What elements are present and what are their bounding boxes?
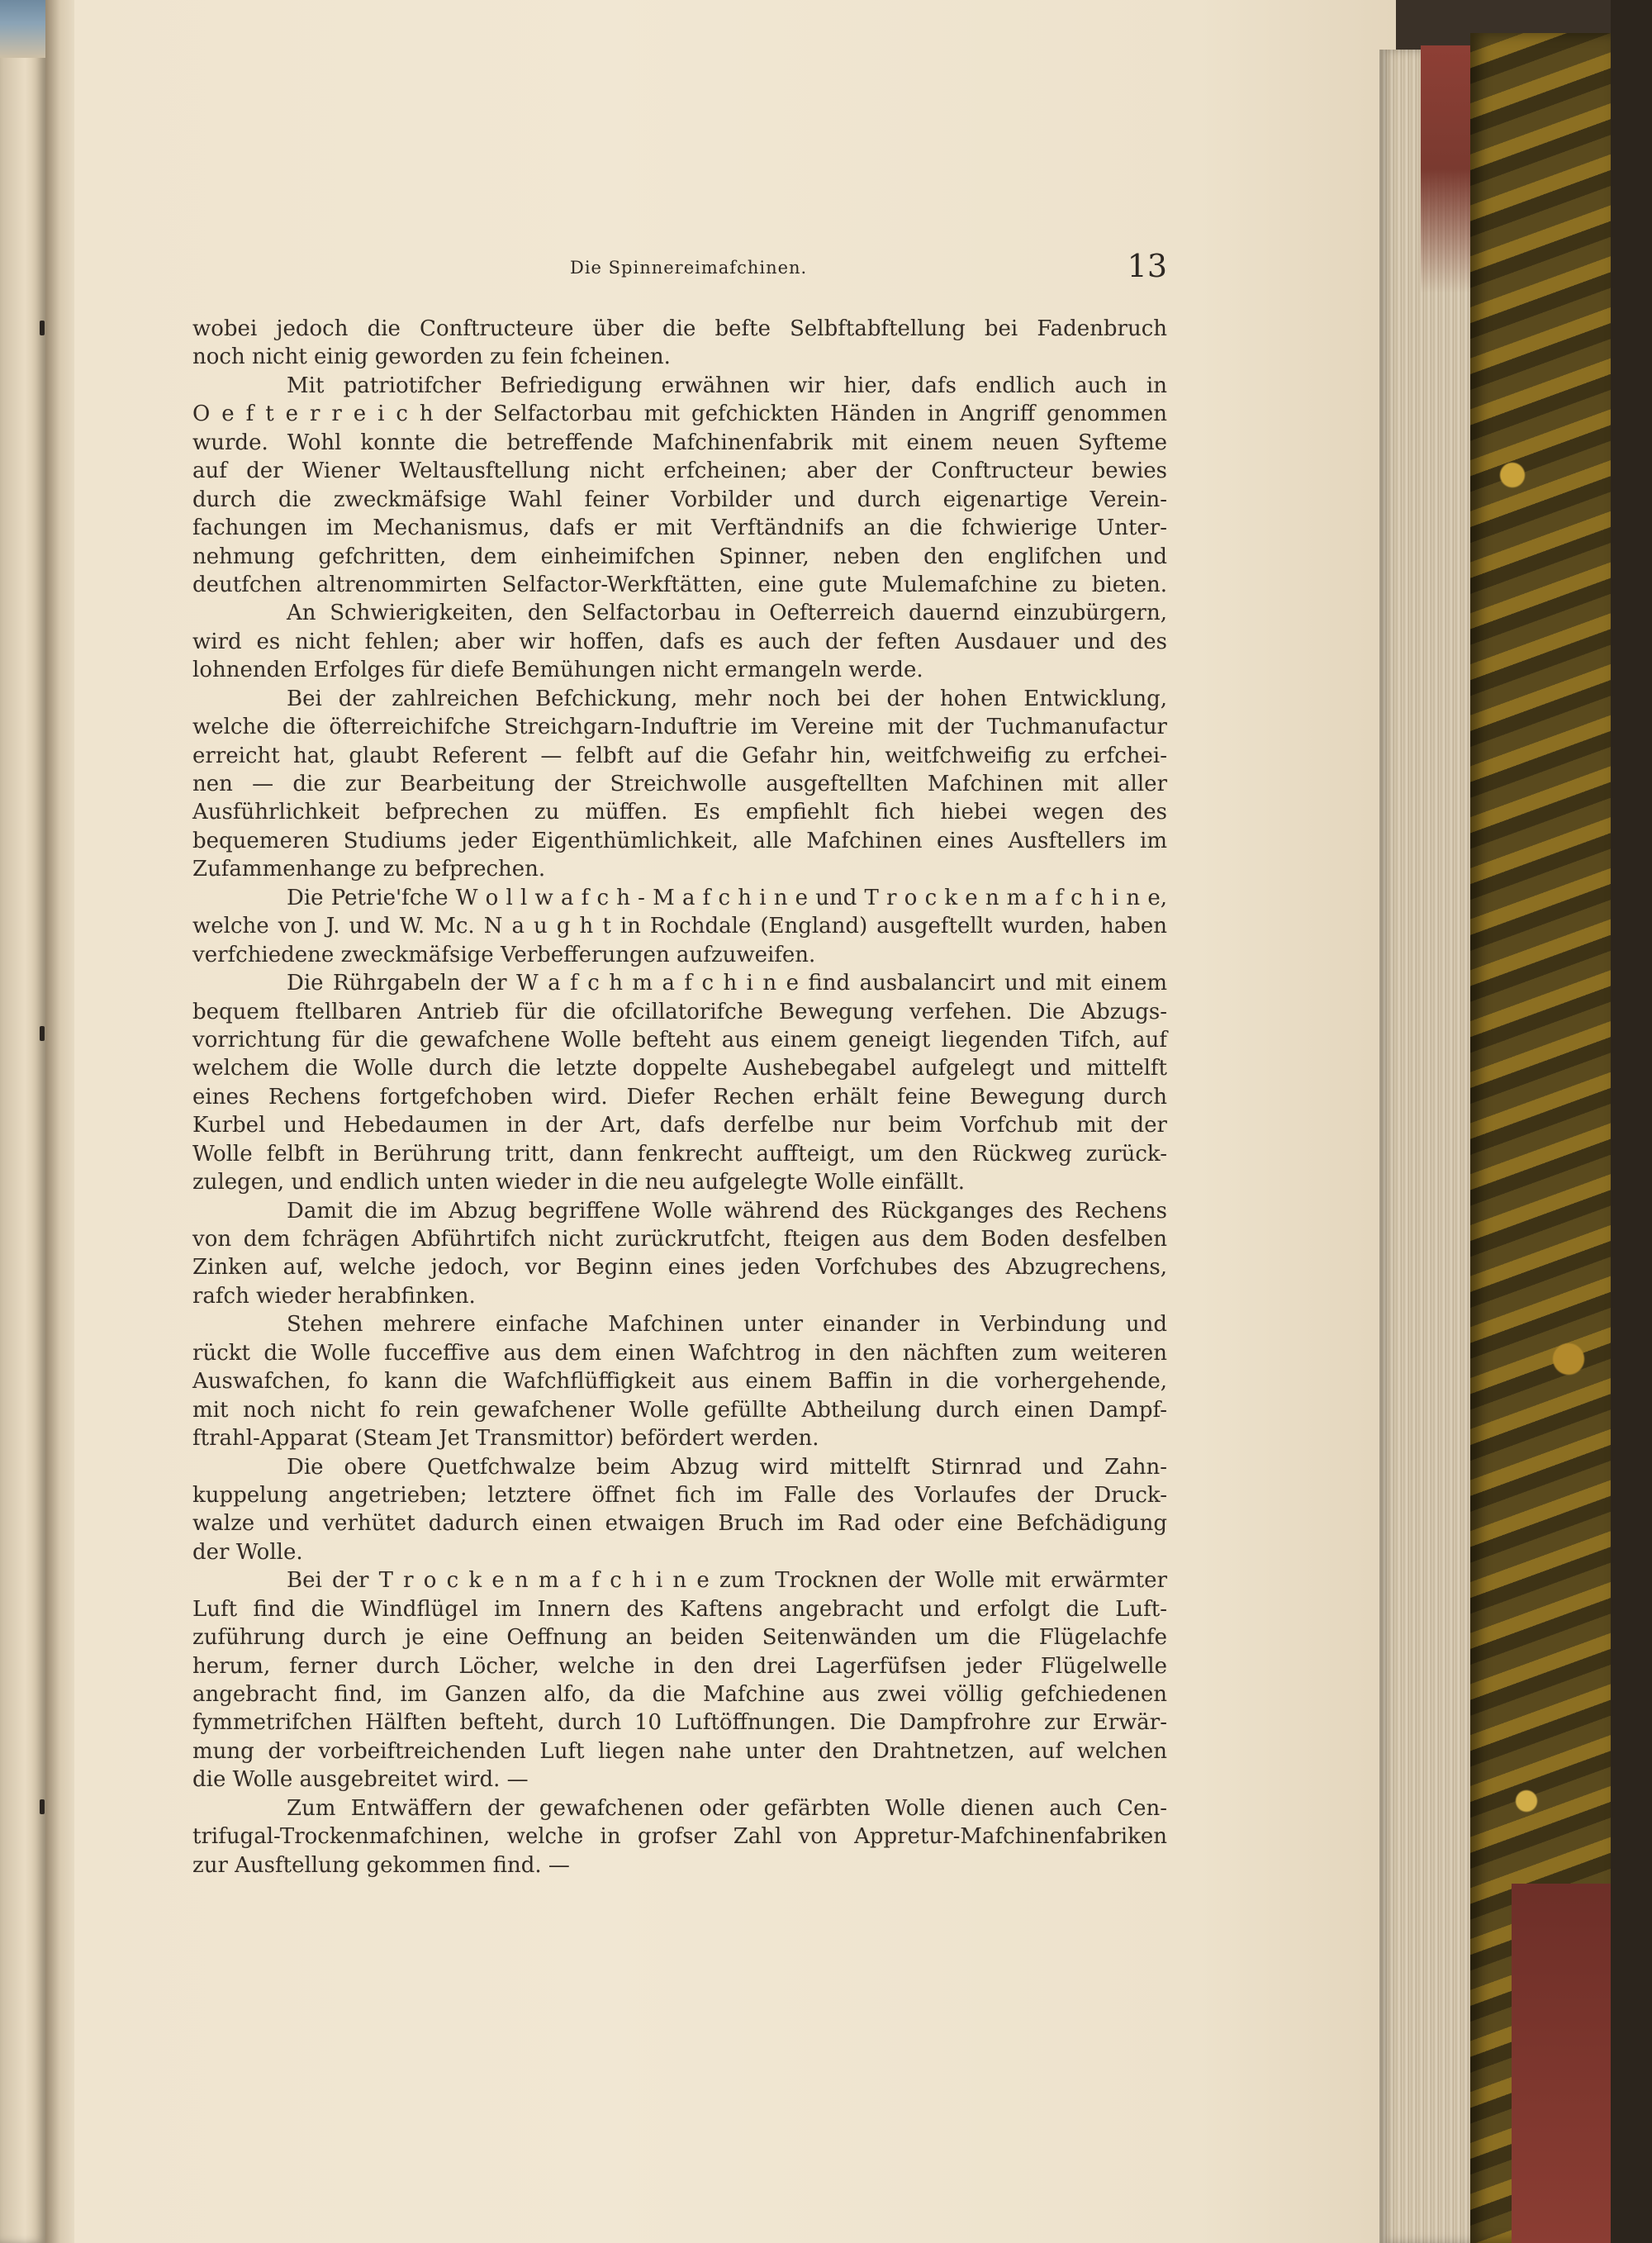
text-line: Damit die im Abzug begriffene Wolle während des Rückganges des Rechens xyxy=(287,1198,1167,1224)
text-line: durch die zweckmäfsige Wahl feiner Vorbilder und durch eigenartige Verein- xyxy=(192,487,1167,512)
text-line: nen — die zur Bearbeitung der Streichwolle ausgeftellten Mafchinen mit aller xyxy=(192,772,1167,796)
scan-background xyxy=(1611,0,1652,2243)
text-line: zur Ausftellung gekommen find. — xyxy=(192,1852,570,1878)
text-line: welche von J. und W. Mc. N a u g h t in Rochdale (England) ausgeftellt wurden, haben xyxy=(192,914,1167,939)
text-line: zuführung durch je eine Oeffnung an beiden Seitenwänden um die Flügelachfe xyxy=(192,1625,1167,1651)
text-line: deutfchen altrenommirten Selfactor-Werkftätten, eine gute Mulemafchine zu bieten. xyxy=(192,572,1167,597)
text-line: verfchiedene zweckmäfsige Verbefferungen aufzuweifen. xyxy=(192,942,816,967)
book-cover-corner xyxy=(0,0,50,58)
text-line: nehmung gefchritten, dem einheimifchen Spinner, neben den englifchen und xyxy=(192,544,1167,569)
margin-mark xyxy=(40,1026,45,1041)
text-line: zulegen, und endlich unten wieder in die neu aufgelegte Wolle einfällt. xyxy=(192,1170,966,1195)
binding-bottom xyxy=(1512,1884,1611,2243)
text-line: vorrichtung für die gewafchene Wolle befteht aus einem geneigt liegenden Tifch, auf xyxy=(192,1027,1167,1053)
text-line: welchem die Wolle durch die letzte doppelte Aushebegabel aufgelegt und mittelft xyxy=(192,1056,1167,1081)
text-line: ftrahl-Apparat (Steam Jet Transmittor) befördert werden. xyxy=(192,1426,819,1452)
text-line: Luft find die Windflügel im Innern des Kaftens angebracht und erfolgt die Luft- xyxy=(192,1596,1167,1622)
text-line: fachungen im Mechanismus, dafs er mit Verftändnifs an die fchwierige Unter- xyxy=(192,516,1167,541)
text-line: Zufammenhange zu befprechen. xyxy=(192,857,546,882)
text-line: rückt die Wolle fucceffive aus dem einen Wafchtrog in den nächften zum weiteren xyxy=(192,1340,1167,1366)
text-line: wobei jedoch die Conftructeure über die befte Selbftabftellung bei Fadenbruch xyxy=(192,316,1167,341)
text-line: lohnenden Erfolges für diefe Bemühungen nicht ermangeln werde. xyxy=(192,658,923,683)
text-line: angebracht find, im Ganzen alfo, da die Mafchine aus zwei völlig gefchiedenen xyxy=(192,1682,1167,1707)
text-line: noch nicht einig geworden zu fein fcheinen. xyxy=(192,345,671,370)
facing-page-edge xyxy=(0,0,45,2243)
text-line: fymmetrifchen Hälften befteht, durch 10 Luftöffnungen. Die Dampfrohre zur Erwär- xyxy=(192,1710,1167,1736)
text-line: eines Rechens fortgefchoben wird. Diefer Rechen erhält feine Bewegung durch xyxy=(192,1084,1167,1110)
text-line: bequem ftellbaren Antrieb für die ofcillatorifche Bewegung verfehen. Die Abzugs- xyxy=(192,999,1167,1024)
text-line: An Schwierigkeiten, den Selfactorbau in Oefterreich dauernd einzubürgern, xyxy=(287,601,1167,626)
text-line: O e f t e r r e i c h der Selfactorbau mit gefchickten Händen in Angriff genommen xyxy=(192,402,1167,427)
text-line: Bei der T r o c k e n m a f c h i n e zum Trocknen der Wolle mit erwärmter xyxy=(287,1568,1167,1594)
text-line: herum, ferner durch Löcher, welche in den drei Lagerfüfsen jeder Flügelwelle xyxy=(192,1653,1167,1679)
text-line: Bei der zahlreichen Befchickung, mehr noch bei der hohen Entwicklung, xyxy=(287,686,1167,711)
text-line: die Wolle ausgebreitet wird. — xyxy=(192,1767,529,1793)
text-line: rafch wieder herabfinken. xyxy=(192,1283,476,1309)
text-line: Wolle felbft in Berührung tritt, dann fenkrecht auffteigt, um den Rückweg zurück- xyxy=(192,1141,1167,1167)
text-line: von dem fchrägen Abführtifch nicht zurückrutfcht, fteigen aus dem Boden desfelben xyxy=(192,1227,1167,1252)
page-number: 13 xyxy=(1127,248,1167,284)
text-line: wurde. Wohl konnte die betreffende Mafchinenfabrik mit einem neuen Syfteme xyxy=(192,430,1167,455)
text-line: Die Rührgabeln der W a f c h m a f c h i n e find ausbalancirt und mit einem xyxy=(287,971,1167,996)
text-line: bequemeren Studiums jeder Eigenthümlichkeit, alle Mafchinen eines Ausftellers im xyxy=(192,828,1167,853)
margin-mark xyxy=(40,1799,45,1814)
body-text xyxy=(192,315,1167,1879)
text-line: Zum Entwäffern der gewafchenen oder gefärbten Wolle dienen auch Cen- xyxy=(287,1795,1167,1821)
text-line: Mit patriotifcher Befriedigung erwähnen wir hier, dafs endlich auch in xyxy=(287,373,1167,398)
page-header xyxy=(570,248,1167,291)
text-line: welche die öfterreichifche Streichgarn-Induftrie im Vereine mit der Tuchmanufactur xyxy=(192,715,1167,740)
text-line: wird es nicht fehlen; aber wir hoffen, dafs es auch der feften Ausdauer und des xyxy=(192,629,1167,654)
text-line: Stehen mehrere einfache Mafchinen unter einander in Verbindung und xyxy=(287,1312,1167,1338)
text-line: erreicht hat, glaubt Referent — felbft auf die Gefahr hin, weitfchweifig zu erfchei- xyxy=(192,743,1167,768)
text-line: kuppelung angetrieben; letztere öffnet fich im Falle des Vorlaufes der Druck- xyxy=(192,1482,1167,1508)
text-line: walze und verhütet dadurch einen etwaigen Bruch im Rad oder eine Befchädigung xyxy=(192,1511,1167,1537)
text-line: auf der Wiener Weltausftellung nicht erfcheinen; aber der Conftructeur bewies xyxy=(192,459,1167,484)
text-line: mung der vorbeiftreichenden Luft liegen nahe unter den Drahtnetzen, auf welchen xyxy=(192,1738,1167,1764)
text-line: Die Petrie'fche W o l l w a f c h - M a f c h i n e und T r o c k e n m a f c h i n e, xyxy=(287,885,1167,910)
text-line: trifugal-Trockenmafchinen, welche in grofser Zahl von Appretur-Mafchinenfabriken xyxy=(192,1824,1167,1850)
text-line: Ausführlichkeit befprechen zu müffen. Es empfiehlt fich hiebei wegen des xyxy=(192,800,1167,825)
text-line: Auswafchen, fo kann die Wafchflüffigkeit aus einem Baffin in die vorhergehende, xyxy=(192,1369,1167,1395)
text-line: Zinken auf, welche jedoch, vor Beginn eines jeden Vorfchubes des Abzugrechens, xyxy=(192,1255,1167,1281)
text-line: der Wolle. xyxy=(192,1539,303,1565)
running-title: Die Spinnereimafchinen. xyxy=(570,258,808,278)
text-line: Die obere Quetfchwalze beim Abzug wird mittelft Stirnrad und Zahn- xyxy=(287,1454,1167,1480)
margin-mark xyxy=(40,321,45,335)
text-line: mit noch nicht fo rein gewafchener Wolle gefüllte Abtheilung durch einen Dampf- xyxy=(192,1397,1167,1423)
page-block-edges xyxy=(1379,50,1470,2243)
text-line: Kurbel und Hebedaumen in der Art, dafs derfelbe nur beim Vorfchub mit der xyxy=(192,1113,1167,1138)
